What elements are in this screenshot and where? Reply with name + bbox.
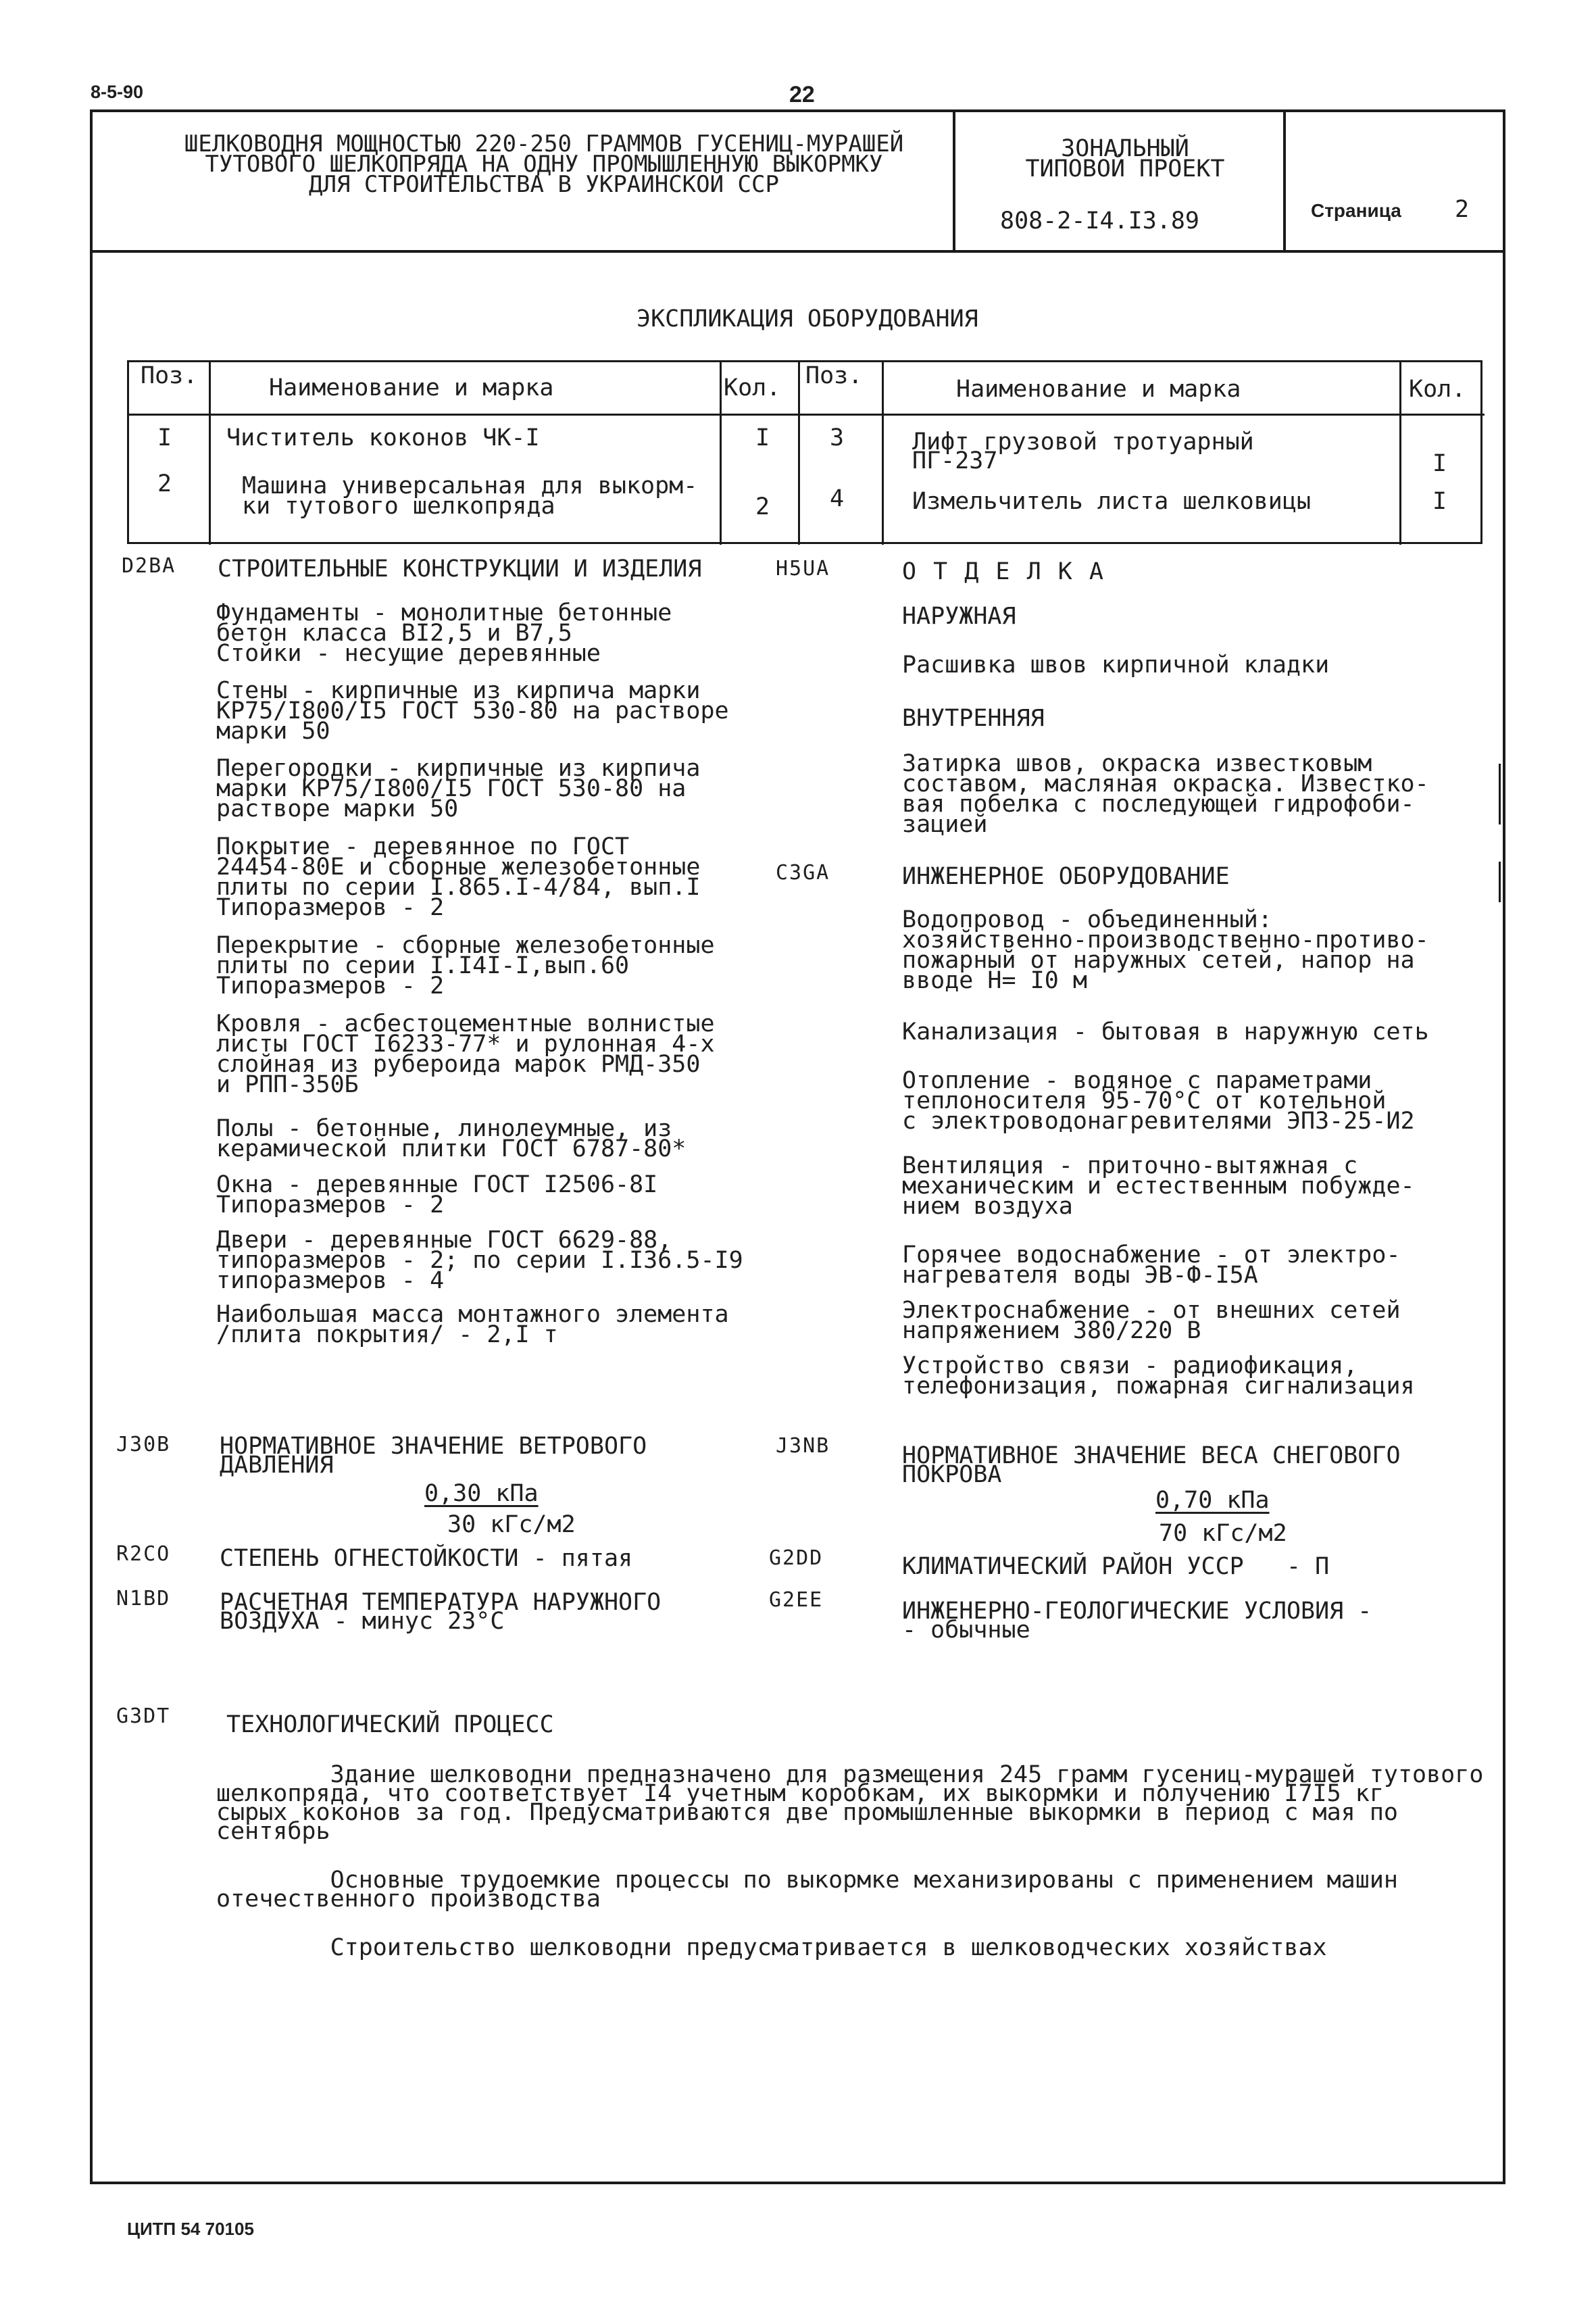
footer-code: ЦИТП 54 70105 [127, 2219, 254, 2239]
snow-value-kgs: 70 кГс/м2 [1159, 1520, 1287, 1547]
engineering-item: Устройство связи - радиофикация, телефонизация, пожарная сигнализация [902, 1352, 1415, 1400]
margin-mark [1499, 764, 1501, 824]
project-type: ЗОНАЛЬНЫЙ ТИПОВОЙ ПРОЕКТ [1025, 135, 1225, 182]
col-pos-right: Поз. [805, 362, 863, 389]
climate-region: КЛИМАТИЧЕСКИЙ РАЙОН УССР - П [902, 1553, 1330, 1580]
project-title: ШЕЛКОВОДНЯ МОЩНОСТЬЮ 220-250 ГРАММОВ ГУСЕНИЦ-МУРАШЕЙ ТУТОВОГО ШЕЛКОПРЯДА НА ОДНУ ПРОМЫШЛЕННУЮ ВЫКОРМКУ ДЛЯ СТРОИТЕЛЬСТВА В УКРАИНСКОЙ ССР [184, 130, 904, 198]
col-name-right: Наименование и марка [956, 376, 1241, 403]
engineering-item: Канализация - бытовая в наружную сеть [902, 1018, 1429, 1045]
engineering-item: Водопровод - объединенный: хозяйственно-производственно-противо- пожарный от наружных сетей, напор на вводе Н= I0 м [902, 906, 1429, 994]
geology-conditions: ИНЖЕНЕРНО-ГЕОЛОГИЧЕСКИЕ УСЛОВИЯ - - обычные [902, 1598, 1372, 1644]
engineering-code: C3GA [776, 861, 830, 885]
project-number: 808-2-I4.I3.89 [1000, 207, 1200, 235]
fire-code: R2CO [116, 1542, 171, 1566]
process-paragraph: Строительство шелководни предусматривается в шелководческих хозяйствах [216, 1934, 1327, 1961]
margin-mark [1499, 862, 1501, 902]
wind-label: НОРМАТИВНОЕ ЗНАЧЕНИЕ ВЕТРОВОГО ДАВЛЕНИЯ [220, 1433, 647, 1479]
page-label: Страница [1311, 200, 1401, 221]
process-code: G3DT [116, 1704, 171, 1728]
snow-label: НОРМАТИВНОЕ ЗНАЧЕНИЕ ВЕСА СНЕГОВОГО ПОКРОВА [902, 1442, 1401, 1488]
wind-value-kgs: 30 кГс/м2 [447, 1511, 576, 1538]
climate-code: G2DD [769, 1546, 824, 1570]
engineering-item: Горячее водоснабжение - от электро- нагревателя воды ЭВ-Ф-I5А [902, 1241, 1401, 1289]
engineering-item: Отопление - водяное с параметрами теплоносителя 95-70°С от котельной с электроводонагревителями ЭПЗ-25-И2 [902, 1067, 1415, 1135]
col-qty-left: Кол. [724, 374, 781, 401]
finishing-outer-label: НАРУЖНАЯ [902, 603, 1016, 630]
construction-item: Стены - кирпичные из кирпича марки КР75/I800/I5 ГОСТ 530-80 на растворе марки 50 [216, 677, 729, 745]
engineering-item: Вентиляция - приточно-вытяжная с механическим и естественным побужде- нием воздуха [902, 1152, 1415, 1220]
construction-code: D2BA [122, 554, 176, 578]
engineering-heading: ИНЖЕНЕРНОЕ ОБОРУДОВАНИЕ [902, 863, 1230, 890]
wind-code: J30B [116, 1433, 171, 1456]
wind-value-kpa: 0,30 кПа [424, 1480, 539, 1507]
construction-item: Фундаменты - монолитные бетонные бетон класса BI2,5 и B7,5 Стойки - несущие деревянные [216, 599, 672, 667]
temperature-code: N1BD [116, 1587, 171, 1610]
construction-heading: СТРОИТЕЛЬНЫЕ КОНСТРУКЦИИ И ИЗДЕЛИЯ [218, 556, 702, 583]
col-qty-right: Кол. [1409, 376, 1466, 403]
construction-item: Покрытие - деревянное по ГОСТ 24454-80Е и сборные железобетонные плиты по серии I.865.I-4/84, вып.I Типоразмеров - 2 [216, 833, 701, 921]
finishing-code: H5UA [776, 557, 830, 581]
construction-item: Наибольшая масса монтажного элемента /плита покрытия/ - 2,I т [216, 1301, 729, 1348]
engineering-item: Электроснабжение - от внешних сетей напряжением 380/220 В [902, 1297, 1401, 1344]
col-pos-left: Поз. [141, 362, 198, 389]
construction-item: Перекрытие - сборные железобетонные плиты по серии I.I4I-I,вып.60 Типоразмеров - 2 [216, 932, 715, 1000]
col-name-left: Наименование и марка [269, 374, 554, 401]
finishing-inner-label: ВНУТРЕННЯЯ [902, 705, 1045, 732]
construction-item: Двери - деревянные ГОСТ 6629-88, типоразмеров - 2; по серии I.I36.5-I9 типоразмеров - 4 [216, 1227, 743, 1294]
page-value: 2 [1455, 196, 1470, 223]
construction-item: Окна - деревянные ГОСТ I2506-8I Типоразмеров - 2 [216, 1171, 658, 1218]
process-paragraph: Здание шелководни предназначено для размещения 245 грамм гусениц-мурашей тутового шелкопряда, что соответствует I4 учетным коробкам, их выкормки и получению I7I5 кг сырых коконов за год. Предусматриваются две промышленные выкормки в период с мая по сентябрь [216, 1761, 1484, 1845]
sheet-number: 22 [789, 82, 815, 107]
design-temperature: РАСЧЕТНАЯ ТЕМПЕРАТУРА НАРУЖНОГО ВОЗДУХА - минус 23°С [220, 1589, 662, 1635]
fire-resistance: СТЕПЕНЬ ОГНЕСТОЙКОСТИ - пятая [220, 1545, 633, 1572]
finishing-outer-text: Расшивка швов кирпичной кладки [902, 651, 1330, 679]
snow-value-kpa: 0,70 кПа [1155, 1487, 1270, 1514]
finishing-inner-text: Затирка швов, окраска известковым составом, масляная окраска. Известко- вая побелка с последующей гидрофоби- зацией [902, 750, 1429, 838]
finishing-heading: О Т Д Е Л К А [902, 558, 1105, 585]
construction-item: Перегородки - кирпичные из кирпича марки КР75/I800/I5 ГОСТ 530-80 на растворе марки 50 [216, 755, 701, 822]
process-paragraph: Основные трудоемкие процессы по выкормке механизированы с применением машин отечественного производства [216, 1867, 1398, 1913]
equipment-heading: ЭКСПЛИКАЦИЯ ОБОРУДОВАНИЯ [637, 305, 978, 333]
geology-code: G2EE [769, 1588, 824, 1612]
construction-item: Кровля - асбестоцементные волнистые листы ГОСТ I6233-77* и рулонная 4-х слойная из рубероида марок РМД-350 и РПП-350Б [216, 1010, 715, 1098]
process-heading: ТЕХНОЛОГИЧЕСКИЙ ПРОЦЕСС [226, 1711, 554, 1738]
doc-date: 8-5-90 [91, 82, 144, 102]
snow-code: J3NB [776, 1434, 830, 1458]
construction-item: Полы - бетонные, линолеумные, из керамической плитки ГОСТ 6787-80* [216, 1115, 687, 1162]
